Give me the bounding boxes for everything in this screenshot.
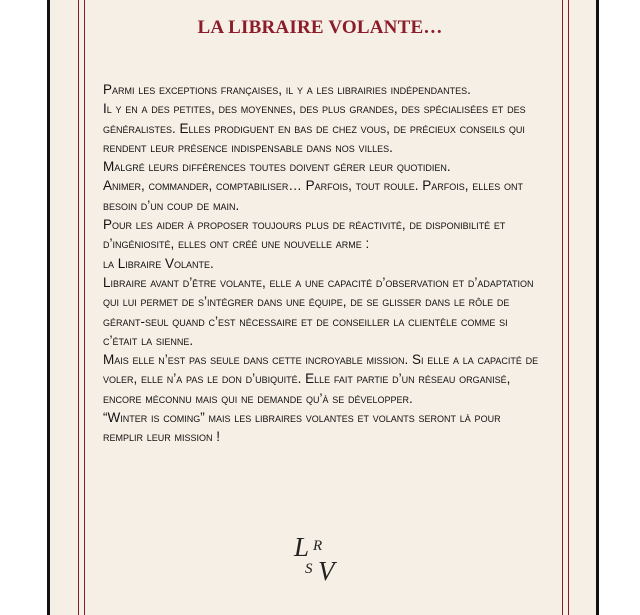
right-red-rule	[562, 0, 569, 615]
logo-letter-l: L	[294, 532, 310, 562]
paragraph: Pour les aider à proposer toujours plus de réactivité, de disponibilité et d’ingéniosité, elles ont créé une nouvelle arme :	[103, 217, 506, 252]
paragraph: Malgré leurs différences toutes doivent gérer leur quotidien.	[103, 159, 451, 175]
paragraph: la Libraire Volante.	[103, 255, 214, 271]
lrsv-logo	[290, 534, 350, 590]
article-body	[103, 80, 543, 447]
logo-letter-r: R	[313, 538, 323, 554]
paragraph: Libraire avant d’être volante, elle a une capacité d’observation et d’adaptation qui lui permet de s’intégrer dans une équipe, de se glisser dans le rôle de gérant-seul quand c’est nécessaire et de conseiller la clientèle comme si c’était la sienne.	[103, 274, 534, 348]
logo-letter-v: V	[318, 556, 335, 586]
paragraph: Animer, commander, comptabiliser… Parfois, tout roule. Parfois, elles ont besoin d’un coup de main.	[103, 178, 523, 213]
page-title: LA LIBRAIRE VOLANTE…	[197, 17, 443, 38]
paragraph: Parmi les exceptions françaises, il y a les librairies indépendantes.	[103, 82, 471, 97]
paragraph: “Winter is coming” mais les libraires volantes et volants seront là pour remplir leur mission !	[103, 410, 501, 445]
left-red-rule	[78, 0, 85, 615]
paragraph: Mais elle n’est pas seule dans cette incroyable mission. Si elle a la capacité de voler, elle n’a pas le don d’ubiquité. Elle fait partie d’un réseau organisé, encore méconnu mais qui ne demande qu’à se développer.	[103, 352, 539, 406]
paragraph: Il y en a des petites, des moyennes, des plus grandes, des spécialisées et des généralistes. Elles prodiguent en bas de chez vous, de précieux conseils qui rendent leur présence indispensable dans nos villes.	[103, 101, 526, 155]
logo-letter-s: S	[305, 561, 313, 577]
right-border	[596, 0, 599, 615]
